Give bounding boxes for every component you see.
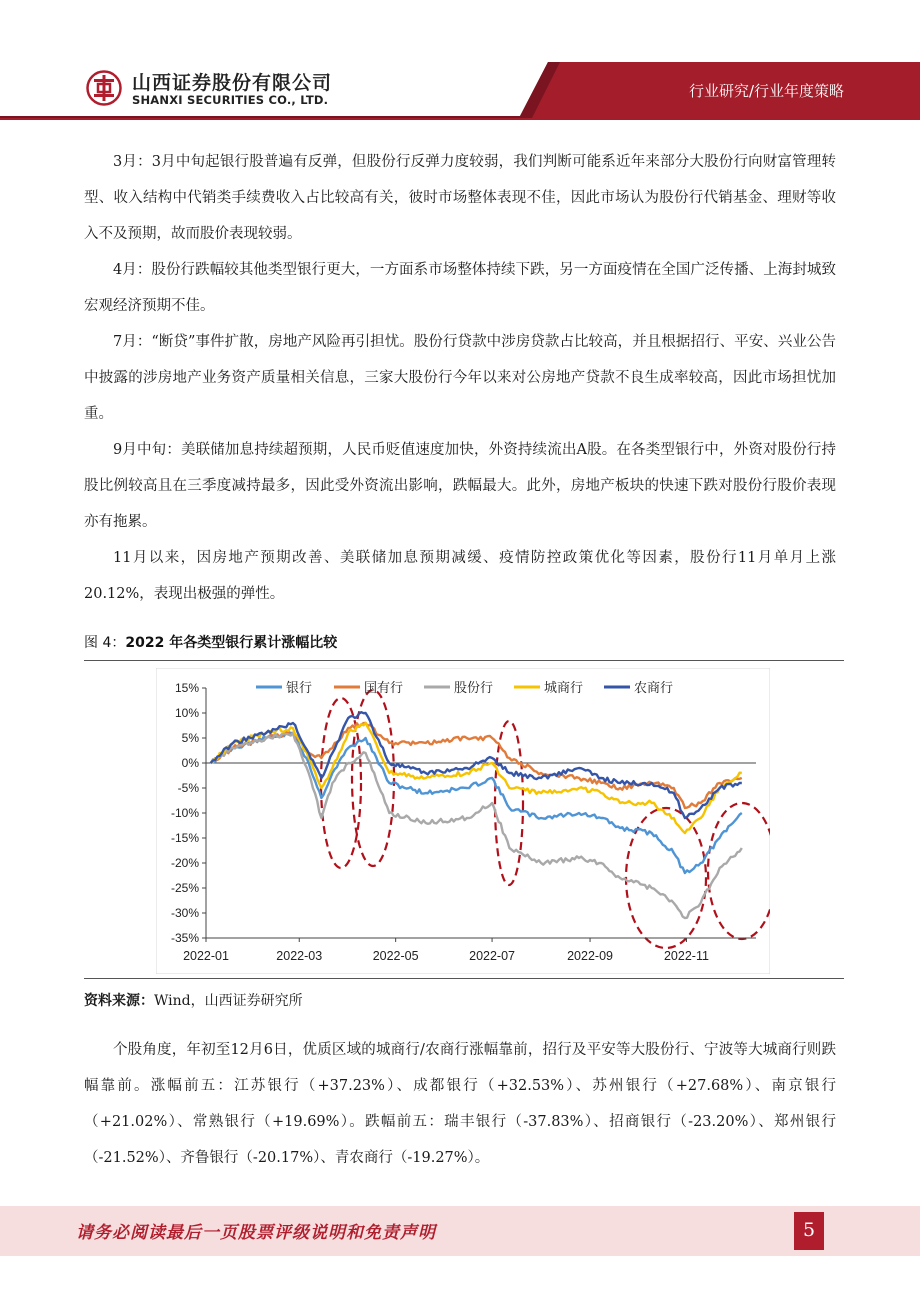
company-name-en: SHANXI SECURITIES CO., LTD. xyxy=(132,93,329,107)
y-tick-label: -20% xyxy=(170,856,199,870)
y-tick-label: -30% xyxy=(170,906,199,920)
paragraph-march: 3月：3月中旬起银行股普遍有反弹，但股份行反弹力度较弱，我们判断可能系近年来部分大股份行向财富管理转型、收入结构中代销类手续费收入占比较高有关，彼时市场整体表现不佳，因此市场认为股份行代销基金、理财等收入不及预期，故而股价表现较弱。 xyxy=(84,154,836,242)
x-tick-label: 2022-09 xyxy=(567,949,613,963)
paragraph-november: 11月以来，因房地产预期改善、美联储加息预期减缓、疫情防控政策优化等因素，股份行11月单月上涨20.12%，表现出极强的弹性。 xyxy=(84,550,836,602)
figure-title xyxy=(84,632,337,652)
legend-label: 股份行 xyxy=(454,681,494,696)
company-name-cn: 山西证券股份有限公司 xyxy=(132,72,333,94)
legend-label: 银行 xyxy=(286,681,313,696)
y-tick-label: -5% xyxy=(177,781,199,795)
y-tick-label: -25% xyxy=(170,881,199,895)
chart-frame xyxy=(156,668,770,974)
source-text: Wind，山西证券研究所 xyxy=(154,993,303,1009)
y-tick-label: -35% xyxy=(170,931,199,945)
y-tick-label: -10% xyxy=(170,806,199,820)
footer-disclaimer: 请务必阅读最后一页股票评级说明和免责声明 xyxy=(76,1223,436,1243)
figure-bottom-rule xyxy=(84,978,844,979)
paragraph-individual-stocks: 个股角度，年初至12月6日，优质区域的城商行/农商行涨幅靠前，招行及平安等大股份行、宁波等大城商行则跌幅靠前。涨幅前五：江苏银行（+37.23%）、成都银行（+32.53%）、苏州银行（+27.68%）、南京银行（+21.02%）、常熟银行（+19.69%）。跌幅前五：瑞丰银行（-37.83%）、招商银行（-23.20%）、郑州银行（-21.52%）、齐鲁银行（-20.17%）、青农商行（-19.27%）。 xyxy=(84,1042,836,1166)
x-tick-label: 2022-07 xyxy=(469,949,516,963)
y-tick-label: 0% xyxy=(181,756,199,770)
page-header xyxy=(0,0,920,120)
figure-label: 图 4： xyxy=(84,635,126,651)
page-number: 5 xyxy=(802,1219,816,1241)
x-tick-label: 2022-01 xyxy=(183,949,229,963)
legend-label: 国有行 xyxy=(364,681,404,696)
y-tick-label: 10% xyxy=(174,706,199,720)
x-tick-label: 2022-11 xyxy=(663,949,709,963)
x-tick-label: 2022-05 xyxy=(372,949,419,963)
figure-source xyxy=(84,990,303,1010)
y-tick-label: -15% xyxy=(170,831,199,845)
paragraph-july: 7月：“断贷”事件扩散，房地产风险再引担忧。股份行贷款中涉房贷款占比较高，并且根据招行、平安、兴业公告中披露的涉房地产业务资产质量相关信息，三家大股份行今年以来对公房地产贷款不良生成率较高，因此市场担忧加重。 xyxy=(84,334,836,422)
paragraph-april: 4月：股份行跌幅较其他类型银行更大，一方面系市场整体持续下跌，另一方面疫情在全国广泛传播、上海封城致宏观经济预期不佳。 xyxy=(84,262,836,314)
company-logo-icon xyxy=(86,70,122,106)
figure-top-rule xyxy=(84,660,844,661)
paragraph-september: 9月中旬：美联储加息持续超预期，人民币贬值速度加快，外资持续流出A股。在各类型银行中，外资对股份行持股比例较高且在三季度减持最多，因此受外资流出影响，跌幅最大。此外，房地产板块的快速下跌对股份行股价表现亦有拖累。 xyxy=(84,442,836,530)
y-tick-label: 15% xyxy=(174,681,199,695)
legend-label: 城商行 xyxy=(544,681,584,696)
figure-title-text: 2022 年各类型银行累计涨幅比较 xyxy=(125,635,338,651)
bank-return-line-chart xyxy=(156,668,770,974)
source-label: 资料来源： xyxy=(84,993,154,1009)
report-type-tag: 行业研究/行业年度策略 xyxy=(688,82,844,100)
y-tick-label: 5% xyxy=(181,731,199,745)
legend-label: 农商行 xyxy=(634,681,674,696)
x-tick-label: 2022-03 xyxy=(276,949,323,963)
